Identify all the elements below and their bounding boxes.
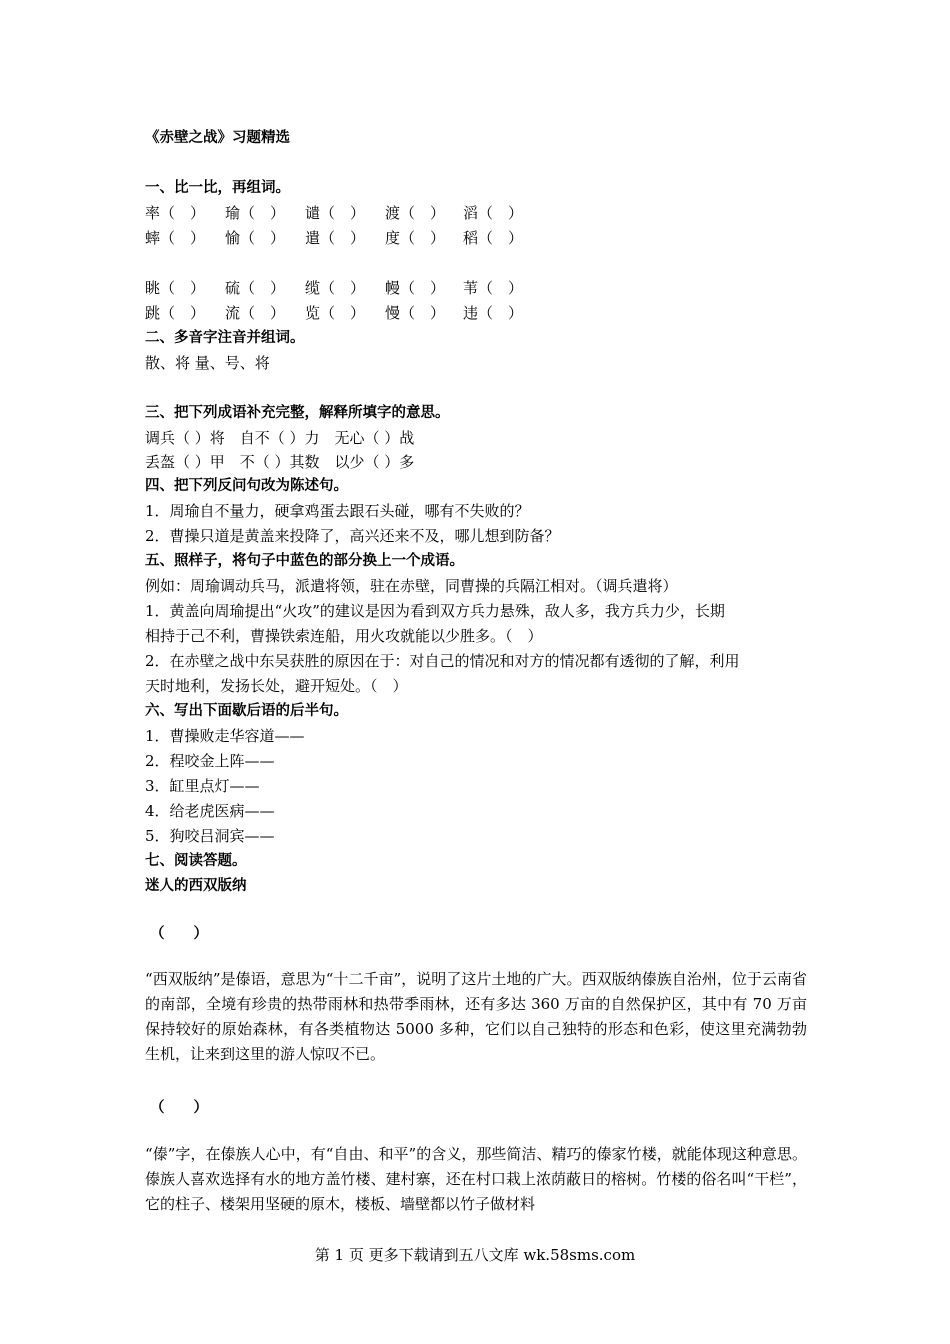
- char-cell: 缆（ ）: [305, 279, 366, 297]
- char-cell: 遣（ ）: [305, 229, 366, 247]
- section-6-heading: 六、写出下面歇后语的后半句。: [145, 703, 348, 719]
- list-item: 3．缸里点灯——: [145, 777, 260, 795]
- char-cell: 率（ ）: [145, 204, 206, 222]
- char-cell: 览（ ）: [305, 304, 366, 322]
- char-cell: 眺（ ）: [145, 279, 206, 297]
- question-item-cont: 相持于己不利，曹操铁索连船，用火攻就能以少胜多。（ ）: [145, 627, 543, 645]
- char-cell: 跳（ ）: [145, 304, 206, 322]
- page-footer: 第 1 页 更多下载请到五八文库 wk.58sms.com: [314, 1246, 636, 1264]
- question-item: 1．周瑜自不量力，硬拿鸡蛋去跟石头碰，哪有不失败的？: [145, 502, 530, 520]
- section-3-heading: 三、把下列成语补充完整，解释所填字的意思。: [145, 405, 450, 421]
- char-cell: 硫（ ）: [225, 279, 286, 297]
- char-cell: 流（ ）: [225, 304, 286, 322]
- char-cell: 滔（ ）: [463, 204, 524, 222]
- question-item: 2．曹操只道是黄盖来投降了，高兴还来不及，哪儿想到防备？: [145, 527, 560, 545]
- char-cell: 蟀（ ）: [145, 229, 206, 247]
- list-item: 1．曹操败走华容道——: [145, 727, 305, 745]
- answer-blank: （ ）: [150, 1100, 208, 1116]
- section-4-heading: 四、把下列反问句改为陈述句。: [145, 478, 348, 494]
- example-line: 例如：周瑜调动兵马，派遣将领，驻在赤壁，同曹操的兵隔江相对。（调兵遣将）: [145, 577, 678, 595]
- answer-blank: （ ）: [150, 926, 208, 942]
- char-cell: 度（ ）: [385, 229, 446, 247]
- char-cell: 慢（ ）: [385, 304, 446, 322]
- idiom-line-1: 调兵（ ）将 自不（ ）力 无心（ ）战: [145, 429, 415, 447]
- passage-paragraph: “傣”字，在傣族人心中，有“自由、和平”的含义，那些简洁、精巧的傣家竹楼，就能体现这种意思。傣族人喜欢选择有水的地方盖竹楼、建村寨，还在村口栽上浓荫蔽日的榕树。竹楼的俗名叫“干栏”，它的柱子、楼架用坚硬的原木，楼板、墙壁都以竹子做材料: [145, 1145, 807, 1213]
- page-title: 《赤壁之战》习题精选: [145, 130, 290, 146]
- list-item: 5．狗咬吕洞宾——: [145, 827, 275, 845]
- char-cell: 稻（ ）: [463, 229, 524, 247]
- polyphone-line: 散、将 量、号、将: [145, 354, 270, 372]
- idiom-line-2: 丢盔（ ）甲 不（ ）其数 以少（ ）多: [145, 453, 415, 471]
- char-cell: 幔（ ）: [385, 279, 446, 297]
- char-cell: 违（ ）: [463, 304, 524, 322]
- section-7-heading: 七、阅读答题。: [145, 853, 247, 869]
- passage-title: 迷人的西双版纳: [145, 878, 247, 894]
- section-5-heading: 五、照样子，将句子中蓝色的部分换上一个成语。: [145, 553, 464, 569]
- section-2-heading: 二、多音字注音并组词。: [145, 330, 305, 346]
- char-cell: 渡（ ）: [385, 204, 446, 222]
- question-item: 2．在赤壁之战中东吴获胜的原因在于：对自己的情况和对方的情况都有透彻的了解，利用: [145, 652, 740, 670]
- char-cell: 谴（ ）: [305, 204, 366, 222]
- char-cell: 瑜（ ）: [225, 204, 286, 222]
- question-item: 1．黄盖向周瑜提出“火攻”的建议是因为看到双方兵力悬殊，敌人多，我方兵力少，长期: [145, 602, 725, 620]
- list-item: 2．程咬金上阵——: [145, 752, 275, 770]
- question-item-cont: 天时地利，发扬长处，避开短处。（ ）: [145, 677, 408, 695]
- passage-paragraph: “西双版纳”是傣语，意思为“十二千亩”，说明了这片土地的广大。西双版纳傣族自治州，位于云南省的南部，全境有珍贵的热带雨林和热带季雨林，还有多达 360 万亩的自然保护区，其中有 70 万亩保持较好的原始森林，有各类植物达 5000 多种，它们以自己独特的形态和色彩，使这里充满勃勃生机，让来到这里的游人惊叹不已。: [145, 970, 807, 1063]
- list-item: 4．给老虎医病——: [145, 802, 275, 820]
- char-cell: 愉（ ）: [225, 229, 286, 247]
- section-1-heading: 一、比一比，再组词。: [145, 180, 290, 196]
- char-cell: 苇（ ）: [463, 279, 524, 297]
